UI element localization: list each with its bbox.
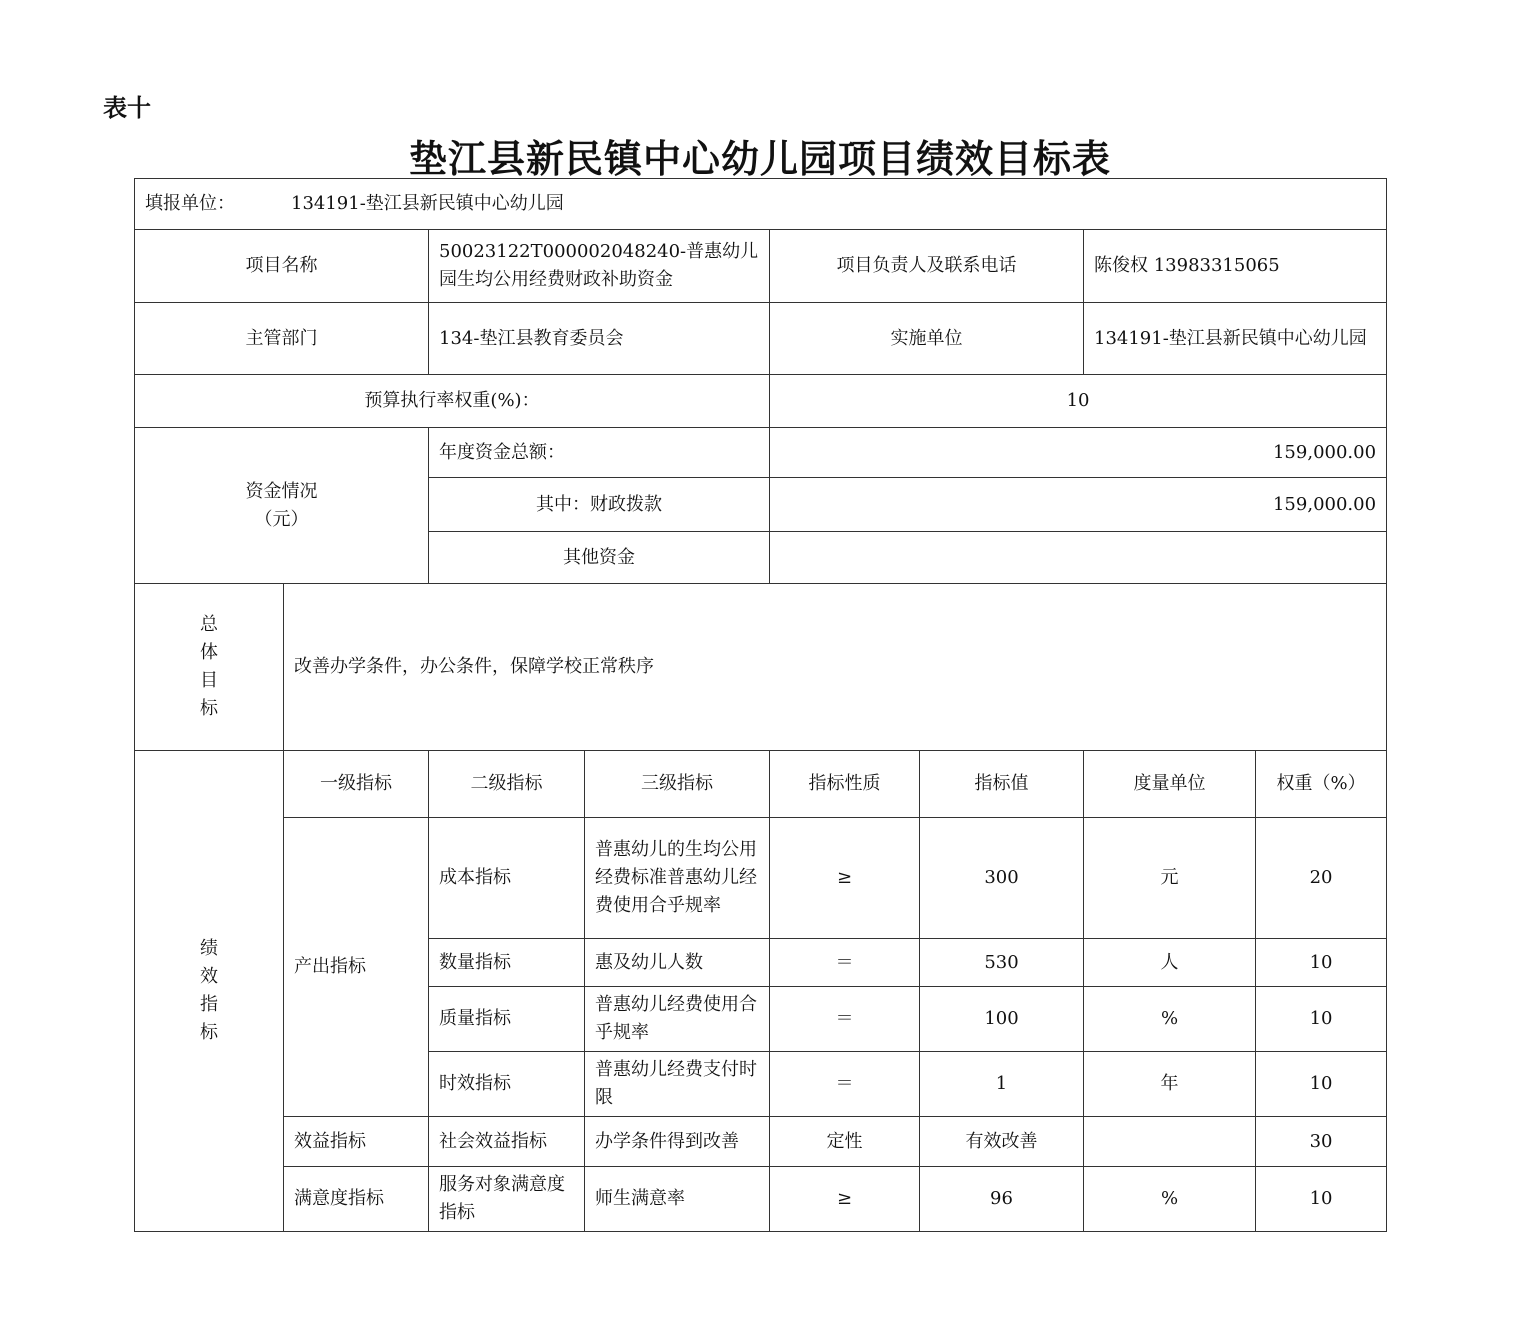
project-row bbox=[135, 230, 1387, 303]
value-cell: 1 bbox=[920, 1052, 1084, 1117]
header-nature: 指标性质 bbox=[770, 751, 920, 818]
header-weight: 权重（%） bbox=[1256, 751, 1387, 818]
funds-fiscal-value: 159,000.00 bbox=[770, 478, 1387, 532]
table-row bbox=[135, 1167, 1387, 1232]
funds-fiscal-label: 其中：财政拨款 bbox=[429, 478, 770, 532]
value-cell: 100 bbox=[920, 987, 1084, 1052]
contact-label: 项目负责人及联系电话 bbox=[770, 230, 1084, 303]
unit-label: 填报单位： bbox=[145, 193, 235, 214]
level3-cell: 普惠幼儿经费支付时限 bbox=[585, 1052, 770, 1117]
goal-label bbox=[135, 584, 284, 751]
performance-goal-table bbox=[134, 178, 1387, 1232]
unit-measure-cell: 元 bbox=[1084, 818, 1256, 939]
indicator-label-char: 效 bbox=[200, 966, 218, 987]
unit-row bbox=[135, 179, 1387, 230]
header-level1: 一级指标 bbox=[284, 751, 429, 818]
unit-measure-cell bbox=[1084, 1117, 1256, 1167]
weight-cell: 10 bbox=[1256, 939, 1387, 987]
project-name-label: 项目名称 bbox=[135, 230, 429, 303]
weight-cell: 10 bbox=[1256, 987, 1387, 1052]
budget-weight-row bbox=[135, 375, 1387, 428]
nature-cell: 定性 bbox=[770, 1117, 920, 1167]
unit-measure-cell: 年 bbox=[1084, 1052, 1256, 1117]
budget-weight-label: 预算执行率权重(%)： bbox=[135, 375, 770, 428]
department-row bbox=[135, 303, 1387, 375]
table-number: 表十 bbox=[103, 94, 151, 122]
value-cell: 有效改善 bbox=[920, 1117, 1084, 1167]
unit-cell bbox=[135, 179, 1387, 230]
indicator-label bbox=[135, 751, 284, 1232]
department-value: 134-垫江县教育委员会 bbox=[429, 303, 770, 375]
level1-cell: 效益指标 bbox=[284, 1117, 429, 1167]
level2-cell: 成本指标 bbox=[429, 818, 585, 939]
weight-cell: 30 bbox=[1256, 1117, 1387, 1167]
funds-other-value bbox=[770, 532, 1387, 584]
goal-label-char: 标 bbox=[200, 698, 218, 719]
indicator-label-char: 标 bbox=[200, 1022, 218, 1043]
funds-label-line2: （元） bbox=[254, 508, 309, 530]
funds-label-line1: 资金情况 bbox=[245, 480, 318, 502]
weight-cell: 10 bbox=[1256, 1052, 1387, 1117]
document-title: 垫江县新民镇中心幼儿园项目绩效目标表 bbox=[408, 136, 1111, 181]
contact-value: 陈俊权 13983315065 bbox=[1084, 230, 1387, 303]
nature-cell: ≥ bbox=[770, 1167, 920, 1232]
indicator-label-char: 指 bbox=[200, 994, 218, 1015]
output-indicator-label: 产出指标 bbox=[284, 818, 429, 1117]
table-row bbox=[135, 1117, 1387, 1167]
department-label: 主管部门 bbox=[135, 303, 429, 375]
nature-cell: ＝ bbox=[770, 987, 920, 1052]
project-name-value: 50023122T000002048240-普惠幼儿园生均公用经费财政补助资金 bbox=[429, 230, 770, 303]
implementing-unit-value: 134191-垫江县新民镇中心幼儿园 bbox=[1084, 303, 1387, 375]
level3-cell: 办学条件得到改善 bbox=[585, 1117, 770, 1167]
goal-label-char: 总 bbox=[200, 614, 218, 635]
level2-cell: 数量指标 bbox=[429, 939, 585, 987]
goal-label-char: 目 bbox=[200, 670, 218, 691]
level1-cell: 满意度指标 bbox=[284, 1167, 429, 1232]
header-level3: 三级指标 bbox=[585, 751, 770, 818]
goal-text: 改善办学条件，办公条件，保障学校正常秩序 bbox=[284, 584, 1387, 751]
header-value: 指标值 bbox=[920, 751, 1084, 818]
budget-weight-value: 10 bbox=[770, 375, 1387, 428]
unit-measure-cell: 人 bbox=[1084, 939, 1256, 987]
indicator-label-char: 绩 bbox=[200, 938, 218, 959]
funds-label bbox=[135, 428, 429, 584]
level2-cell: 时效指标 bbox=[429, 1052, 585, 1117]
funds-total-row bbox=[135, 428, 1387, 478]
funds-total-label: 年度资金总额： bbox=[429, 428, 770, 478]
unit-measure-cell: % bbox=[1084, 1167, 1256, 1232]
value-cell: 96 bbox=[920, 1167, 1084, 1232]
nature-cell: ≥ bbox=[770, 818, 920, 939]
level3-cell: 惠及幼儿人数 bbox=[585, 939, 770, 987]
funds-other-label: 其他资金 bbox=[429, 532, 770, 584]
table-row bbox=[135, 818, 1387, 939]
level3-cell: 普惠幼儿的生均公用经费标准普惠幼儿经费使用合乎规率 bbox=[585, 818, 770, 939]
level2-cell: 质量指标 bbox=[429, 987, 585, 1052]
header-unit: 度量单位 bbox=[1084, 751, 1256, 818]
level3-cell: 普惠幼儿经费使用合乎规率 bbox=[585, 987, 770, 1052]
value-cell: 530 bbox=[920, 939, 1084, 987]
value-cell: 300 bbox=[920, 818, 1084, 939]
level3-cell: 师生满意率 bbox=[585, 1167, 770, 1232]
weight-cell: 10 bbox=[1256, 1167, 1387, 1232]
goal-row bbox=[135, 584, 1387, 751]
level2-cell: 社会效益指标 bbox=[429, 1117, 585, 1167]
header-level2: 二级指标 bbox=[429, 751, 585, 818]
indicator-header-row bbox=[135, 751, 1387, 818]
nature-cell: ＝ bbox=[770, 1052, 920, 1117]
unit-measure-cell: % bbox=[1084, 987, 1256, 1052]
weight-cell: 20 bbox=[1256, 818, 1387, 939]
level2-cell: 服务对象满意度指标 bbox=[429, 1167, 585, 1232]
goal-label-char: 体 bbox=[200, 642, 218, 663]
funds-total-value: 159,000.00 bbox=[770, 428, 1387, 478]
implementing-unit-label: 实施单位 bbox=[770, 303, 1084, 375]
unit-value: 134191-垫江县新民镇中心幼儿园 bbox=[291, 193, 564, 214]
nature-cell: ＝ bbox=[770, 939, 920, 987]
